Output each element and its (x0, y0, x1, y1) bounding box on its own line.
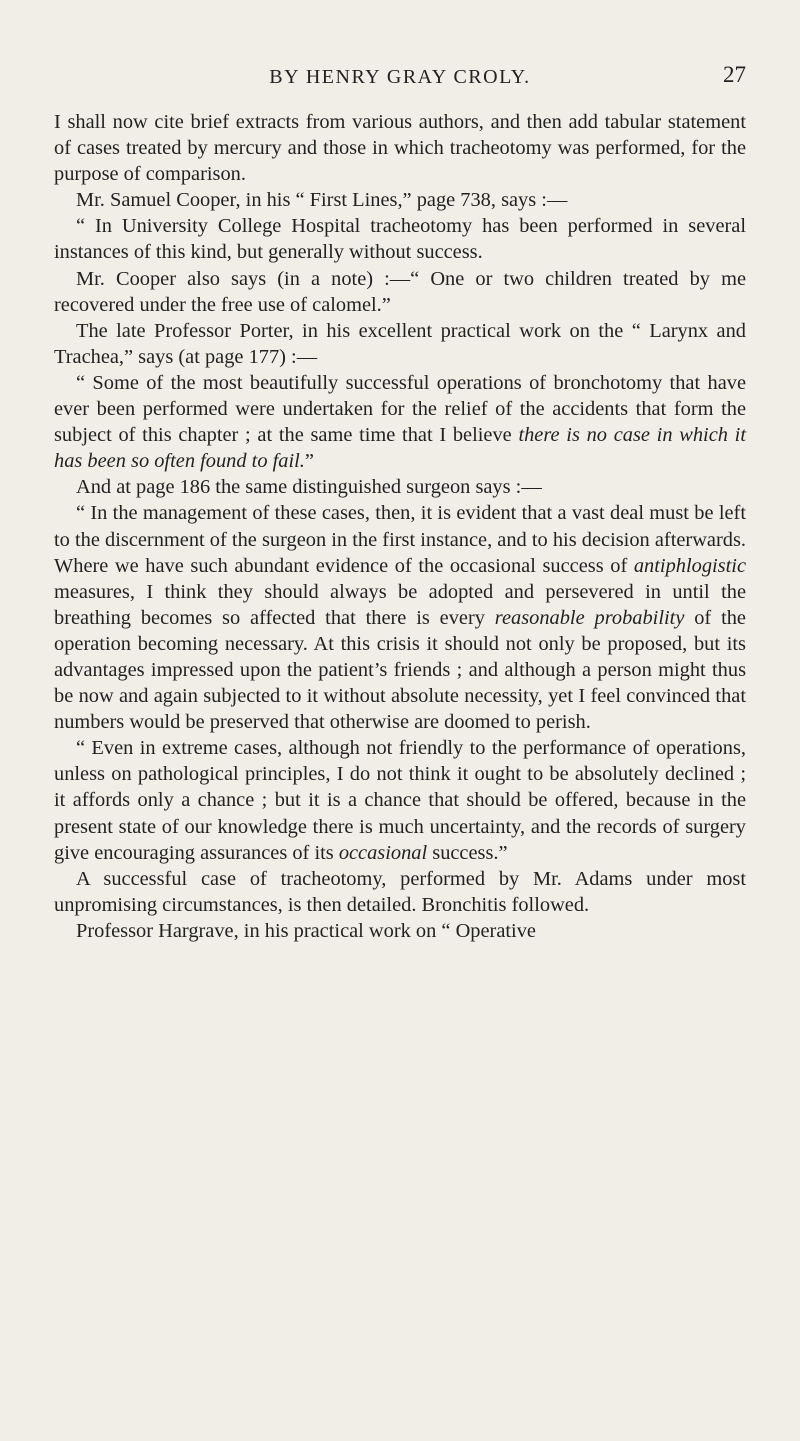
text-run: “ In the management of these cases, then, it is evident that a vast deal must be left to the discernment of the surgeon in the first instance, and to his decision afterwards. Where we have such abundant evidence of the occasional success of (54, 502, 746, 577)
text-run: “ Some of the most beautifully successful operations of bronchotomy that have ever been performed were undertaken for the relief of the accidents that form the subject of this chapter ; at the same time that I believe (54, 371, 746, 447)
body-text (54, 109, 746, 944)
text-run: The late Professor Porter, in his excellent practical work on the “ Larynx and Trachea,” says (at page 177) :— (54, 319, 746, 368)
text-run: of the operation becoming necessary. At this crisis it should not only be proposed, but its advantages impressed upon the patient’s friends ; and although a person might thus be now and again subjected to it without absolute necessity, yet I feel convinced that numbers would be preserved that otherwise are doomed to perish. (54, 606, 746, 734)
paragraph (54, 866, 746, 918)
paragraph (54, 266, 746, 318)
text-run: measures, I think they should always be adopted and persevered in until the breathing becomes so affected that there is every (54, 580, 746, 629)
text-run: “ Even in extreme cases, although not friendly to the performance of operations, unless on pathological principles, I do not think it ought to be absolutely declined ; it affords only a chance ; but it is a chance that should be offered, because in the present state of our knowledge there is much uncertainty, and the records of surgery give encouraging assurances of its (54, 737, 746, 864)
text-run: Professor Hargrave, in his practical work on “ Operative (76, 919, 536, 942)
paragraph (54, 918, 746, 944)
text-run: “ In University College Hospital tracheotomy has been performed in several instances of this kind, but generally without success. (54, 215, 746, 264)
paragraph (54, 213, 746, 265)
text-run: I shall now cite brief extracts from various authors, and then add tabular statement of cases treated by mercury and those in which tracheotomy was performed, for the purpose of comparison. (54, 111, 746, 186)
quoted-paragraph (54, 370, 746, 474)
italic-text: antiphlogistic (633, 554, 746, 577)
text-run: Mr. Samuel Cooper, in his “ First Lines,” page 738, says :— (76, 189, 568, 212)
quoted-paragraph (54, 500, 746, 735)
italic-text: occasional (338, 841, 428, 864)
text-run: success.” (427, 841, 508, 864)
paragraph (54, 109, 746, 187)
page-number: 27 (723, 62, 746, 87)
paragraph (54, 474, 746, 500)
italic-text: there is no case in which it has been so often found to fail. (54, 424, 746, 473)
paragraph (54, 187, 746, 213)
quoted-paragraph (54, 735, 746, 865)
running-title: BY HENRY GRAY CROLY. (269, 66, 531, 88)
text-run: And at page 186 the same distinguished surgeon says :— (76, 476, 542, 499)
text-run: A successful case of tracheotomy, performed by Mr. Adams under most unpromising circumstances, is then detailed. Bronchitis followed. (54, 867, 746, 916)
text-run: ” (304, 450, 314, 473)
text-run: Mr. Cooper also says (in a note) :—“ One or two children treated by me recovered under the free use of calomel.” (54, 267, 746, 316)
running-head (54, 62, 746, 92)
paragraph (54, 318, 746, 370)
italic-text: reasonable probability (494, 606, 685, 629)
